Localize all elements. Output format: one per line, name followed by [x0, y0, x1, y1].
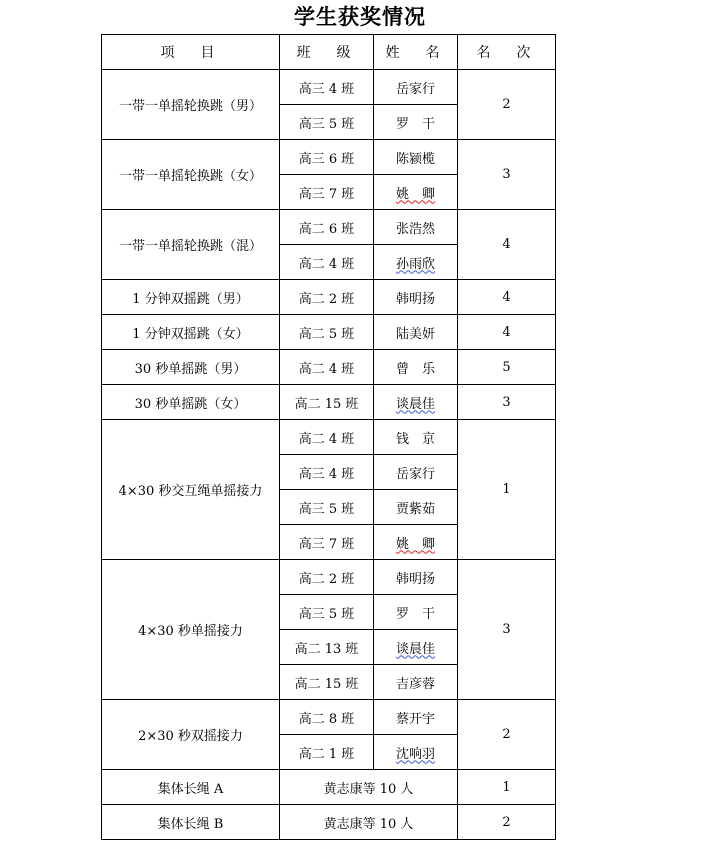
event-label: 一带一单摇轮换跳（女） [118, 169, 262, 184]
name-cell [374, 315, 458, 350]
student-name: 岳家行 [395, 81, 435, 97]
rank-cell: 2 [458, 70, 556, 140]
student-name: 谈晨佳 [395, 641, 435, 657]
class-cell: 高三 7 班 [280, 175, 374, 210]
student-name: 罗 干 [395, 116, 435, 132]
name-cell [374, 105, 458, 140]
rank-cell: 5 [458, 350, 556, 385]
student-name: 蔡开宇 [395, 711, 435, 727]
table-row [102, 70, 556, 105]
rank-cell: 3 [458, 385, 556, 420]
rank-cell: 2 [458, 700, 556, 770]
name-cell [374, 525, 458, 560]
table-row [102, 385, 556, 420]
class-cell: 高二 4 班 [280, 245, 374, 280]
student-name: 姚 卿 [395, 536, 435, 552]
student-name: 罗 干 [395, 606, 435, 622]
name-cell [374, 280, 458, 315]
student-name: 陈颍榄 [395, 151, 435, 167]
class-cell: 高二 15 班 [280, 385, 374, 420]
name-cell [374, 350, 458, 385]
event-cell [102, 210, 280, 280]
table-row [102, 420, 556, 455]
team-row [102, 805, 556, 840]
team-members-cell: 黄志康等 10 人 [280, 770, 458, 805]
header-row [102, 35, 556, 70]
header-rank: 名 次 [458, 35, 556, 70]
event-cell [102, 700, 280, 770]
team-event-cell: 集体长绳 A [102, 770, 280, 805]
class-cell: 高二 2 班 [280, 560, 374, 595]
student-name: 曾 乐 [395, 361, 435, 377]
student-name: 韩明扬 [395, 291, 435, 307]
event-cell [102, 350, 280, 385]
name-cell [374, 630, 458, 665]
class-cell: 高二 15 班 [280, 665, 374, 700]
student-name: 韩明扬 [395, 571, 435, 587]
event-label: 2×30 秒双摇接力 [138, 729, 243, 744]
rank-cell: 1 [458, 420, 556, 560]
class-cell: 高二 5 班 [280, 315, 374, 350]
event-label: 30 秒单摇跳（男） [134, 361, 247, 377]
rank-cell: 3 [458, 560, 556, 700]
table-row [102, 350, 556, 385]
student-name: 贾紫茹 [395, 501, 435, 517]
name-cell [374, 700, 458, 735]
event-label: 30 秒单摇跳（女） [134, 396, 247, 412]
table-row [102, 315, 556, 350]
name-cell [374, 490, 458, 525]
student-name: 岳家行 [395, 466, 435, 482]
class-cell: 高三 5 班 [280, 595, 374, 630]
event-cell [102, 560, 280, 700]
student-name: 孙雨欣 [395, 256, 435, 272]
table-row [102, 140, 556, 175]
team-event-cell: 集体长绳 B [102, 805, 280, 840]
awards-body [102, 70, 556, 840]
team-rank-cell: 2 [458, 805, 556, 840]
event-label: 1 分钟双摇跳（男） [132, 291, 249, 307]
header-name: 姓 名 [374, 35, 458, 70]
class-cell: 高二 13 班 [280, 630, 374, 665]
event-cell [102, 140, 280, 210]
name-cell [374, 245, 458, 280]
event-cell [102, 420, 280, 560]
class-cell: 高三 5 班 [280, 105, 374, 140]
table-row [102, 560, 556, 595]
table-row [102, 280, 556, 315]
name-cell [374, 420, 458, 455]
event-cell [102, 385, 280, 420]
team-rank-cell: 1 [458, 770, 556, 805]
class-cell: 高二 4 班 [280, 350, 374, 385]
event-cell [102, 280, 280, 315]
name-cell [374, 210, 458, 245]
class-cell: 高二 6 班 [280, 210, 374, 245]
page-title: 学生获奖情况 [294, 5, 426, 29]
name-cell [374, 385, 458, 420]
event-label: 4×30 秒交互绳单摇接力 [118, 484, 263, 499]
student-name: 张浩然 [395, 221, 435, 237]
rank-cell: 4 [458, 210, 556, 280]
name-cell [374, 595, 458, 630]
header-class: 班 级 [280, 35, 374, 70]
name-cell [374, 70, 458, 105]
name-cell [374, 140, 458, 175]
event-cell [102, 315, 280, 350]
class-cell: 高三 5 班 [280, 490, 374, 525]
team-members-cell: 黄志康等 10 人 [280, 805, 458, 840]
student-name: 沈响羽 [395, 746, 435, 762]
class-cell: 高二 2 班 [280, 280, 374, 315]
name-cell [374, 175, 458, 210]
class-cell: 高三 7 班 [280, 525, 374, 560]
class-cell: 高三 4 班 [280, 70, 374, 105]
rank-cell: 4 [458, 315, 556, 350]
event-label: 1 分钟双摇跳（女） [132, 326, 249, 342]
table-row [102, 700, 556, 735]
class-cell: 高三 4 班 [280, 455, 374, 490]
name-cell [374, 560, 458, 595]
student-name: 谈晨佳 [395, 396, 435, 412]
student-name: 陆美妍 [395, 326, 435, 342]
class-cell: 高三 6 班 [280, 140, 374, 175]
name-cell [374, 735, 458, 770]
student-name: 姚 卿 [395, 186, 435, 202]
header-event: 项 目 [102, 35, 280, 70]
event-label: 4×30 秒单摇接力 [138, 624, 243, 639]
name-cell [374, 665, 458, 700]
rank-cell: 4 [458, 280, 556, 315]
team-row [102, 770, 556, 805]
name-cell [374, 455, 458, 490]
event-cell [102, 70, 280, 140]
student-name: 吉彦蓉 [395, 676, 435, 692]
table-row [102, 210, 556, 245]
student-name: 钱 京 [395, 431, 435, 447]
awards-table [101, 34, 556, 840]
event-label: 一带一单摇轮换跳（男） [118, 99, 262, 114]
rank-cell: 3 [458, 140, 556, 210]
class-cell: 高二 8 班 [280, 700, 374, 735]
class-cell: 高二 1 班 [280, 735, 374, 770]
class-cell: 高二 4 班 [280, 420, 374, 455]
event-label: 一带一单摇轮换跳（混） [118, 239, 262, 254]
